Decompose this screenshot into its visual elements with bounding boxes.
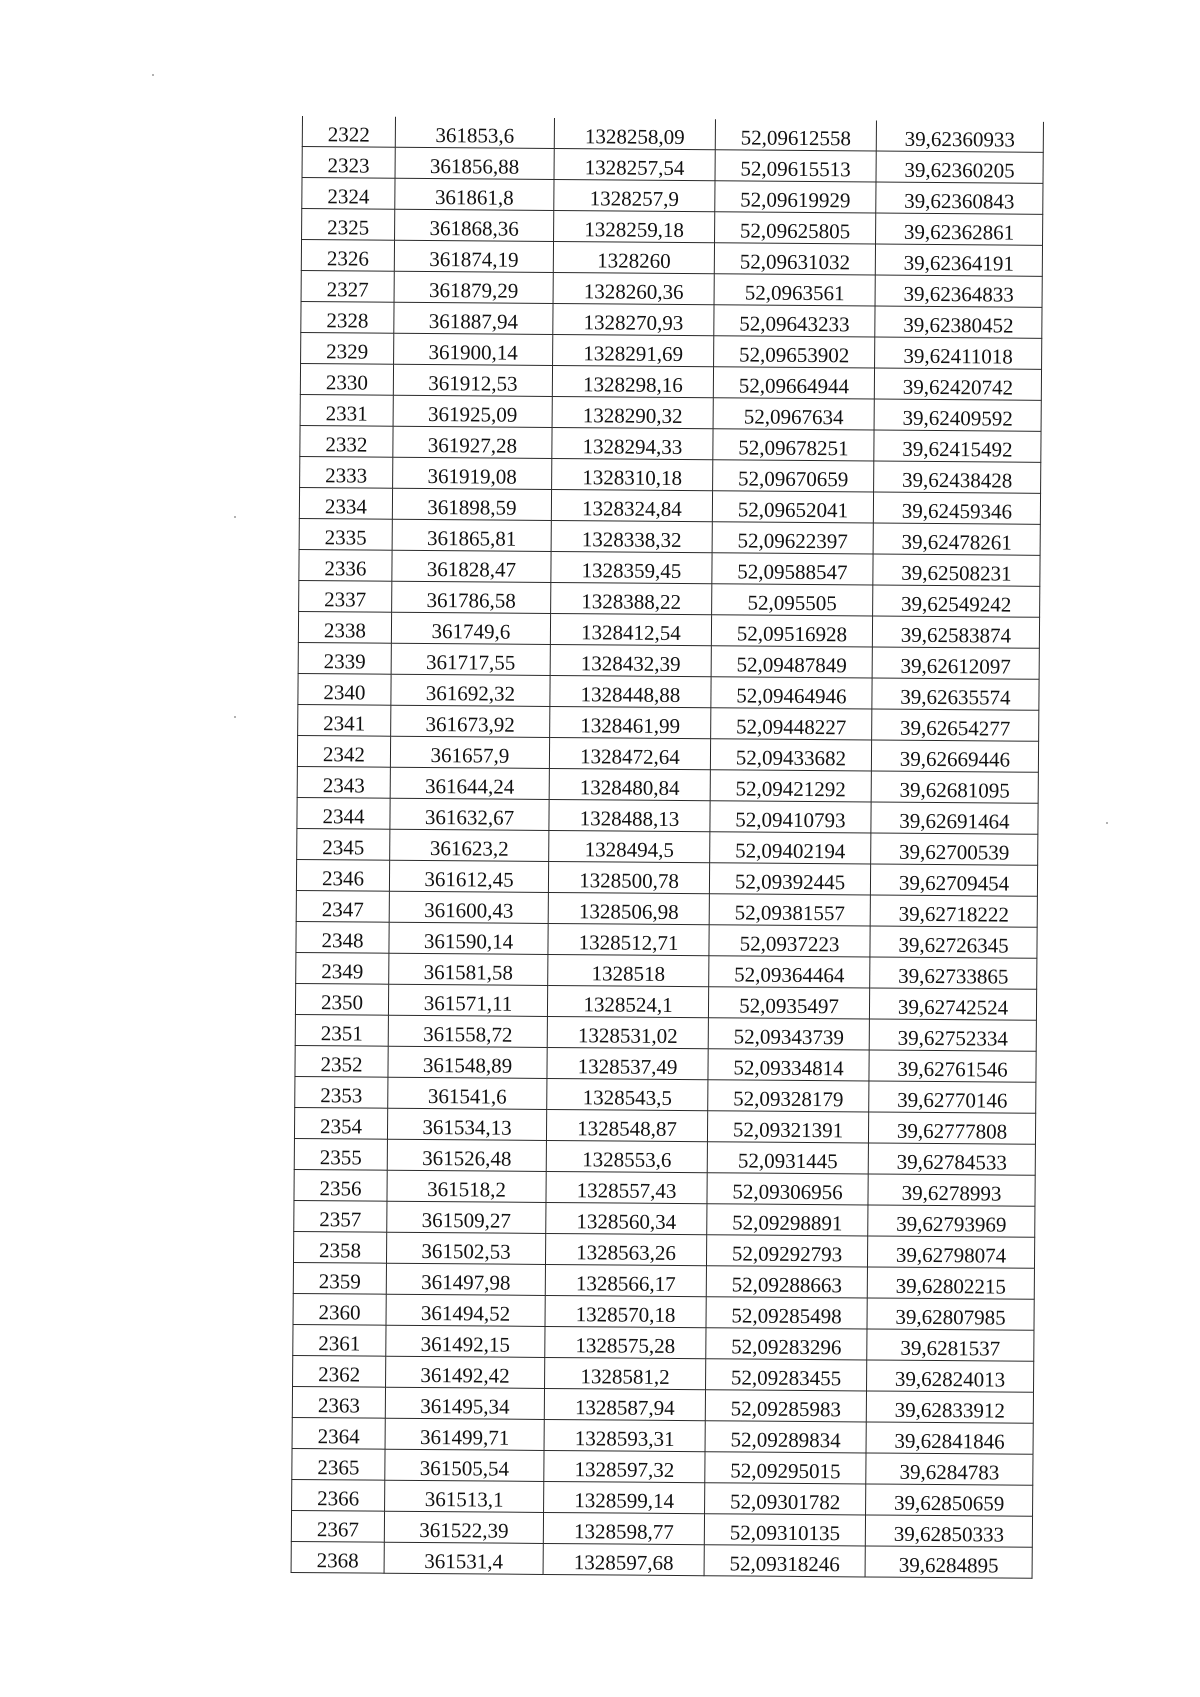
point-number-cell: 2334 <box>299 487 392 519</box>
y-coordinate-cell: 1328432,39 <box>550 644 711 676</box>
latitude-cell: 52,09464946 <box>711 677 872 709</box>
point-number-cell: 2325 <box>302 209 395 241</box>
x-coordinate-cell: 361492,15 <box>386 1325 545 1357</box>
point-number-cell: 2368 <box>291 1541 384 1573</box>
longitude-cell: 39,62850659 <box>866 1484 1033 1516</box>
latitude-cell: 52,09622397 <box>712 522 873 554</box>
y-coordinate-cell: 1328557,43 <box>546 1171 707 1203</box>
coordinates-table <box>291 116 1044 1579</box>
y-coordinate-cell: 1328359,45 <box>551 551 712 583</box>
x-coordinate-cell: 361874,19 <box>394 240 553 272</box>
y-coordinate-cell: 1328258,09 <box>554 118 715 150</box>
y-coordinate-cell: 1328581,2 <box>545 1357 706 1389</box>
longitude-cell: 39,62850333 <box>865 1515 1032 1547</box>
y-coordinate-cell: 1328388,22 <box>551 582 712 614</box>
point-number-cell: 2340 <box>298 673 391 705</box>
table-row <box>291 1541 1032 1578</box>
point-number-cell: 2366 <box>292 1479 385 1511</box>
longitude-cell: 39,6284895 <box>865 1546 1032 1578</box>
x-coordinate-cell: 361912,53 <box>393 364 552 396</box>
longitude-cell: 39,62770146 <box>869 1081 1036 1113</box>
y-coordinate-cell: 1328310,18 <box>552 458 713 490</box>
x-coordinate-cell: 361623,2 <box>390 829 549 861</box>
latitude-cell: 52,09285983 <box>705 1390 866 1422</box>
x-coordinate-cell: 361494,52 <box>386 1294 545 1326</box>
longitude-cell: 39,62733865 <box>870 957 1037 989</box>
point-number-cell: 2339 <box>298 642 391 674</box>
latitude-cell: 52,09321391 <box>707 1111 868 1143</box>
point-number-cell: 2323 <box>302 147 395 179</box>
point-number-cell: 2357 <box>294 1200 387 1232</box>
latitude-cell: 52,09615513 <box>715 150 876 182</box>
y-coordinate-cell: 1328560,34 <box>546 1202 707 1234</box>
latitude-cell: 52,09433682 <box>710 739 871 771</box>
point-number-cell: 2322 <box>302 116 395 147</box>
y-coordinate-cell: 1328480,84 <box>549 768 710 800</box>
latitude-cell: 52,09410793 <box>710 801 871 833</box>
y-coordinate-cell: 1328531,02 <box>547 1016 708 1048</box>
point-number-cell: 2349 <box>296 952 389 984</box>
longitude-cell: 39,62415492 <box>874 430 1041 462</box>
latitude-cell: 52,09631032 <box>714 243 875 275</box>
y-coordinate-cell: 1328298,16 <box>552 365 713 397</box>
point-number-cell: 2333 <box>300 456 393 488</box>
point-number-cell: 2353 <box>295 1076 388 1108</box>
latitude-cell: 52,09328179 <box>708 1080 869 1112</box>
x-coordinate-cell: 361497,98 <box>386 1263 545 1295</box>
x-coordinate-cell: 361505,54 <box>385 1449 544 1481</box>
latitude-cell: 52,09625805 <box>715 212 876 244</box>
y-coordinate-cell: 1328575,28 <box>545 1326 706 1358</box>
latitude-cell: 52,09612558 <box>715 119 876 151</box>
latitude-cell: 52,0963561 <box>714 274 875 306</box>
point-number-cell: 2347 <box>296 890 389 922</box>
x-coordinate-cell: 361898,59 <box>392 488 551 520</box>
x-coordinate-cell: 361856,88 <box>395 147 554 179</box>
point-number-cell: 2354 <box>294 1107 387 1139</box>
latitude-cell: 52,09516928 <box>711 615 872 647</box>
latitude-cell: 52,09318246 <box>704 1545 865 1577</box>
longitude-cell: 39,62420742 <box>874 368 1041 400</box>
longitude-cell: 39,62709454 <box>870 864 1037 896</box>
point-number-cell: 2326 <box>301 240 394 272</box>
longitude-cell: 39,62691464 <box>871 802 1038 834</box>
point-number-cell: 2352 <box>295 1045 388 1077</box>
longitude-cell: 39,62802215 <box>867 1267 1034 1299</box>
latitude-cell: 52,09283455 <box>706 1359 867 1391</box>
y-coordinate-cell: 1328563,26 <box>545 1233 706 1265</box>
longitude-cell: 39,62583874 <box>872 616 1039 648</box>
x-coordinate-cell: 361513,1 <box>385 1480 544 1512</box>
y-coordinate-cell: 1328597,32 <box>544 1450 705 1482</box>
point-number-cell: 2364 <box>292 1417 385 1449</box>
y-coordinate-cell: 1328294,33 <box>552 427 713 459</box>
y-coordinate-cell: 1328500,78 <box>548 861 709 893</box>
y-coordinate-cell: 1328506,98 <box>548 892 709 924</box>
y-coordinate-cell: 1328537,49 <box>547 1047 708 1079</box>
x-coordinate-cell: 361749,6 <box>391 612 550 644</box>
y-coordinate-cell: 1328448,88 <box>550 675 711 707</box>
point-number-cell: 2358 <box>293 1231 386 1263</box>
longitude-cell: 39,62360843 <box>876 182 1043 214</box>
point-number-cell: 2359 <box>293 1262 386 1294</box>
x-coordinate-cell: 361541,6 <box>388 1077 547 1109</box>
x-coordinate-cell: 361499,71 <box>385 1418 544 1450</box>
longitude-cell: 39,62654277 <box>872 709 1039 741</box>
y-coordinate-cell: 1328543,5 <box>547 1078 708 1110</box>
x-coordinate-cell: 361531,4 <box>384 1542 543 1574</box>
latitude-cell: 52,0937223 <box>709 925 870 957</box>
point-number-cell: 2365 <box>292 1448 385 1480</box>
latitude-cell: 52,09421292 <box>710 770 871 802</box>
longitude-cell: 39,62726345 <box>870 926 1037 958</box>
point-number-cell: 2346 <box>296 859 389 891</box>
longitude-cell: 39,6284783 <box>866 1453 1033 1485</box>
x-coordinate-cell: 361853,6 <box>395 117 554 149</box>
x-coordinate-cell: 361692,32 <box>391 674 550 706</box>
latitude-cell: 52,09288663 <box>706 1266 867 1298</box>
x-coordinate-cell: 361632,67 <box>390 798 549 830</box>
x-coordinate-cell: 361868,36 <box>395 209 554 241</box>
point-number-cell: 2328 <box>301 301 394 333</box>
x-coordinate-cell: 361492,42 <box>386 1356 545 1388</box>
point-number-cell: 2362 <box>293 1355 386 1387</box>
latitude-cell: 52,09334814 <box>708 1049 869 1081</box>
longitude-cell: 39,62549242 <box>873 585 1040 617</box>
y-coordinate-cell: 1328494,5 <box>549 830 710 862</box>
latitude-cell: 52,095505 <box>712 584 873 616</box>
longitude-cell: 39,62360205 <box>876 151 1043 183</box>
y-coordinate-cell: 1328257,9 <box>554 179 715 211</box>
point-number-cell: 2338 <box>298 611 391 643</box>
latitude-cell: 52,09295015 <box>705 1452 866 1484</box>
x-coordinate-cell: 361865,81 <box>392 519 551 551</box>
longitude-cell: 39,62438428 <box>874 461 1041 493</box>
longitude-cell: 39,62798074 <box>867 1236 1034 1268</box>
latitude-cell: 52,09301782 <box>705 1483 866 1515</box>
y-coordinate-cell: 1328597,68 <box>543 1543 704 1575</box>
x-coordinate-cell: 361879,29 <box>394 271 553 303</box>
x-coordinate-cell: 361495,34 <box>385 1387 544 1419</box>
y-coordinate-cell: 1328488,13 <box>549 799 710 831</box>
latitude-cell: 52,0967634 <box>713 398 874 430</box>
y-coordinate-cell: 1328290,32 <box>552 396 713 428</box>
latitude-cell: 52,09292793 <box>706 1235 867 1267</box>
y-coordinate-cell: 1328566,17 <box>545 1264 706 1296</box>
x-coordinate-cell: 361927,28 <box>393 426 552 458</box>
scan-speck <box>1106 822 1108 824</box>
y-coordinate-cell: 1328259,18 <box>554 210 715 242</box>
x-coordinate-cell: 361786,58 <box>392 581 551 613</box>
longitude-cell: 39,62700539 <box>871 833 1038 865</box>
latitude-cell: 52,09448227 <box>711 708 872 740</box>
longitude-cell: 39,62409592 <box>874 399 1041 431</box>
latitude-cell: 52,09343739 <box>708 1018 869 1050</box>
point-number-cell: 2335 <box>299 518 392 550</box>
y-coordinate-cell: 1328518 <box>548 954 709 986</box>
longitude-cell: 39,62761546 <box>869 1050 1036 1082</box>
point-number-cell: 2367 <box>291 1510 384 1542</box>
scan-speck <box>152 74 154 76</box>
latitude-cell: 52,09289834 <box>705 1421 866 1453</box>
longitude-cell: 39,62752334 <box>869 1019 1036 1051</box>
x-coordinate-cell: 361534,13 <box>387 1108 546 1140</box>
longitude-cell: 39,62364833 <box>875 275 1042 307</box>
x-coordinate-cell: 361509,27 <box>387 1201 546 1233</box>
x-coordinate-cell: 361673,92 <box>391 705 550 737</box>
latitude-cell: 52,0935497 <box>708 987 869 1019</box>
x-coordinate-cell: 361887,94 <box>394 302 553 334</box>
longitude-cell: 39,62841846 <box>866 1422 1033 1454</box>
y-coordinate-cell: 1328512,71 <box>548 923 709 955</box>
latitude-cell: 52,0931445 <box>707 1142 868 1174</box>
x-coordinate-cell: 361502,53 <box>386 1232 545 1264</box>
longitude-cell: 39,62784533 <box>868 1143 1035 1175</box>
longitude-cell: 39,62718222 <box>870 895 1037 927</box>
x-coordinate-cell: 361717,55 <box>391 643 550 675</box>
latitude-cell: 52,09306956 <box>707 1173 868 1205</box>
point-number-cell: 2344 <box>297 797 390 829</box>
x-coordinate-cell: 361558,72 <box>388 1015 547 1047</box>
latitude-cell: 52,09364464 <box>709 956 870 988</box>
longitude-cell: 39,62612097 <box>872 647 1039 679</box>
x-coordinate-cell: 361548,89 <box>388 1046 547 1078</box>
y-coordinate-cell: 1328338,32 <box>551 520 712 552</box>
latitude-cell: 52,09678251 <box>713 429 874 461</box>
scan-speck <box>234 716 236 718</box>
point-number-cell: 2350 <box>295 983 388 1015</box>
x-coordinate-cell: 361581,58 <box>389 953 548 985</box>
latitude-cell: 52,09285498 <box>706 1297 867 1329</box>
x-coordinate-cell: 361919,08 <box>393 457 552 489</box>
longitude-cell: 39,62459346 <box>873 492 1040 524</box>
longitude-cell: 39,62360933 <box>876 121 1043 153</box>
point-number-cell: 2360 <box>293 1293 386 1325</box>
point-number-cell: 2363 <box>292 1386 385 1418</box>
point-number-cell: 2356 <box>294 1169 387 1201</box>
x-coordinate-cell: 361861,8 <box>395 178 554 210</box>
longitude-cell: 39,62669446 <box>871 740 1038 772</box>
x-coordinate-cell: 361644,24 <box>390 767 549 799</box>
x-coordinate-cell: 361828,47 <box>392 550 551 582</box>
longitude-cell: 39,62807985 <box>867 1298 1034 1330</box>
y-coordinate-cell: 1328598,77 <box>543 1512 704 1544</box>
latitude-cell: 52,09310135 <box>704 1514 865 1546</box>
y-coordinate-cell: 1328461,99 <box>550 706 711 738</box>
longitude-cell: 39,62824013 <box>867 1360 1034 1392</box>
longitude-cell: 39,62635574 <box>872 678 1039 710</box>
y-coordinate-cell: 1328412,54 <box>550 613 711 645</box>
y-coordinate-cell: 1328599,14 <box>544 1481 705 1513</box>
longitude-cell: 39,62364191 <box>875 244 1042 276</box>
point-number-cell: 2361 <box>293 1324 386 1356</box>
longitude-cell: 39,62681095 <box>871 771 1038 803</box>
longitude-cell: 39,62478261 <box>873 523 1040 555</box>
latitude-cell: 52,09652041 <box>712 491 873 523</box>
x-coordinate-cell: 361522,39 <box>384 1511 543 1543</box>
x-coordinate-cell: 361571,11 <box>388 984 547 1016</box>
y-coordinate-cell: 1328548,87 <box>546 1109 707 1141</box>
point-number-cell: 2329 <box>301 332 394 364</box>
point-number-cell: 2341 <box>298 704 391 736</box>
latitude-cell: 52,09619929 <box>715 181 876 213</box>
point-number-cell: 2345 <box>297 828 390 860</box>
coordinates-table-body <box>291 116 1043 1578</box>
scan-speck <box>234 516 236 518</box>
y-coordinate-cell: 1328587,94 <box>544 1388 705 1420</box>
latitude-cell: 52,09653902 <box>714 336 875 368</box>
latitude-cell: 52,09392445 <box>709 863 870 895</box>
x-coordinate-cell: 361526,48 <box>387 1139 546 1171</box>
y-coordinate-cell: 1328257,54 <box>554 148 715 180</box>
longitude-cell: 39,62793969 <box>868 1205 1035 1237</box>
longitude-cell: 39,6281537 <box>867 1329 1034 1361</box>
point-number-cell: 2337 <box>299 580 392 612</box>
point-number-cell: 2332 <box>300 425 393 457</box>
latitude-cell: 52,09402194 <box>710 832 871 864</box>
y-coordinate-cell: 1328260,36 <box>553 272 714 304</box>
y-coordinate-cell: 1328291,69 <box>553 334 714 366</box>
y-coordinate-cell: 1328270,93 <box>553 303 714 335</box>
longitude-cell: 39,62833912 <box>866 1391 1033 1423</box>
longitude-cell: 39,62742524 <box>869 988 1036 1020</box>
y-coordinate-cell: 1328570,18 <box>545 1295 706 1327</box>
latitude-cell: 52,09487849 <box>711 646 872 678</box>
y-coordinate-cell: 1328524,1 <box>547 985 708 1017</box>
longitude-cell: 39,62777808 <box>868 1112 1035 1144</box>
y-coordinate-cell: 1328472,64 <box>549 737 710 769</box>
latitude-cell: 52,09283296 <box>706 1328 867 1360</box>
y-coordinate-cell: 1328553,6 <box>546 1140 707 1172</box>
x-coordinate-cell: 361590,14 <box>389 922 548 954</box>
point-number-cell: 2351 <box>295 1014 388 1046</box>
point-number-cell: 2324 <box>302 178 395 210</box>
y-coordinate-cell: 1328260 <box>553 241 714 273</box>
x-coordinate-cell: 361518,2 <box>387 1170 546 1202</box>
latitude-cell: 52,09588547 <box>712 553 873 585</box>
x-coordinate-cell: 361657,9 <box>390 736 549 768</box>
point-number-cell: 2331 <box>300 394 393 426</box>
latitude-cell: 52,09381557 <box>709 894 870 926</box>
x-coordinate-cell: 361900,14 <box>394 333 553 365</box>
point-number-cell: 2336 <box>299 549 392 581</box>
longitude-cell: 39,62411018 <box>875 337 1042 369</box>
x-coordinate-cell: 361925,09 <box>393 395 552 427</box>
point-number-cell: 2327 <box>301 270 394 302</box>
point-number-cell: 2348 <box>296 921 389 953</box>
latitude-cell: 52,09670659 <box>713 460 874 492</box>
x-coordinate-cell: 361612,45 <box>389 860 548 892</box>
longitude-cell: 39,62380452 <box>875 306 1042 338</box>
latitude-cell: 52,09643233 <box>714 305 875 337</box>
latitude-cell: 52,09298891 <box>707 1204 868 1236</box>
x-coordinate-cell: 361600,43 <box>389 891 548 923</box>
point-number-cell: 2342 <box>297 735 390 767</box>
longitude-cell: 39,62362861 <box>876 213 1043 245</box>
point-number-cell: 2330 <box>300 363 393 395</box>
point-number-cell: 2343 <box>297 766 390 798</box>
point-number-cell: 2355 <box>294 1138 387 1170</box>
latitude-cell: 52,09664944 <box>713 367 874 399</box>
longitude-cell: 39,6278993 <box>868 1174 1035 1206</box>
longitude-cell: 39,62508231 <box>873 554 1040 586</box>
y-coordinate-cell: 1328324,84 <box>551 489 712 521</box>
y-coordinate-cell: 1328593,31 <box>544 1419 705 1451</box>
